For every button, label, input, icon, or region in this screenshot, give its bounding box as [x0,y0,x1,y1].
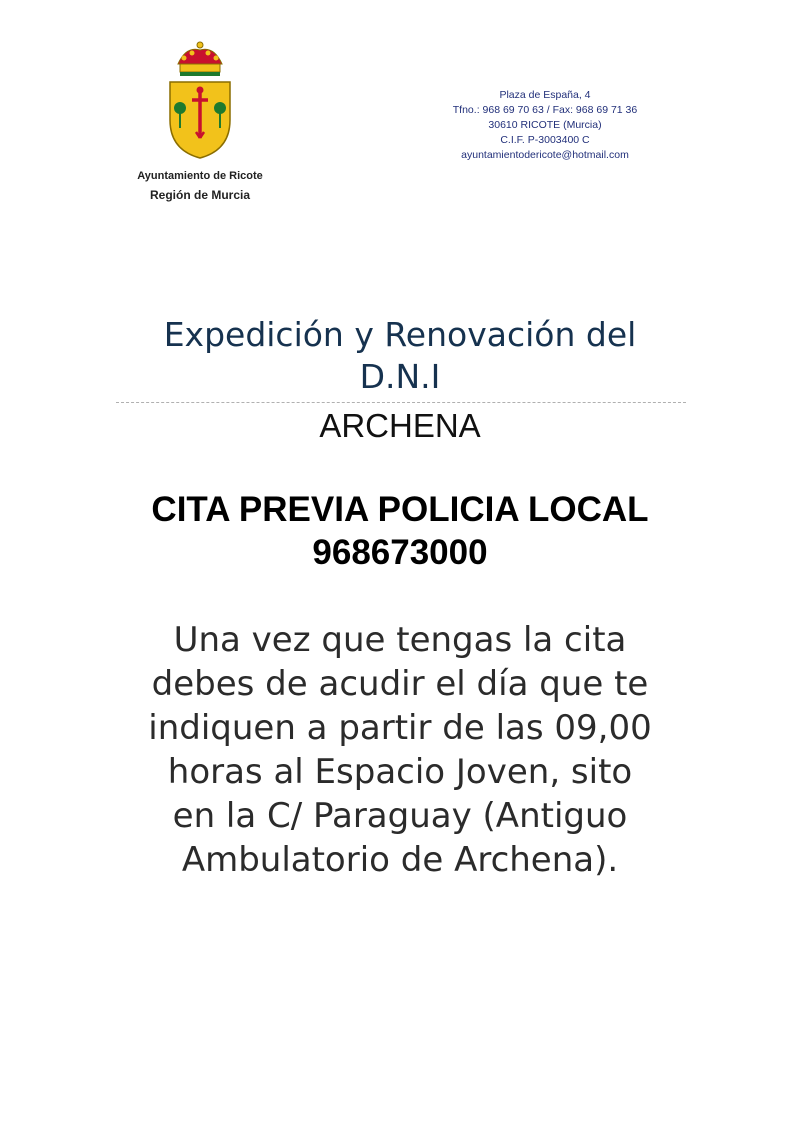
contact-postal: 30610 RICOTE (Murcia) [488,119,602,131]
instructions-line-4: horas al Espacio Joven, sito [167,752,633,792]
appointment-block [40,488,760,574]
contact-block [400,88,690,163]
contact-email: ayuntamientodericote@hotmail.com [461,149,629,161]
org-region: Región de Murcia [149,188,250,202]
page-title [60,314,740,398]
instructions-line-5: en la C/ Paraguay (Antiguo [172,796,628,836]
location-heading: ARCHENA [319,407,481,444]
contact-phone-fax: Tfno.: 968 69 70 63 / Fax: 968 69 71 36 [452,104,638,116]
logo-block [120,38,280,204]
title-line-2: D.N.I [359,357,441,396]
instructions-line-3: indiquen a partir de las 09,00 [148,708,652,748]
instructions-line-6: Ambulatorio de Archena). [181,840,619,880]
contact-cif: C.I.F. P-3003400 C [500,134,590,146]
appointment-label: CITA PREVIA POLICIA LOCAL [151,490,649,529]
appointment-phone: 968673000 [312,533,488,572]
coat-of-arms-icon [166,38,234,162]
org-name: Ayuntamiento de Ricote [137,170,263,182]
instructions-text [90,618,710,882]
contact-address: Plaza de España, 4 [499,89,591,101]
instructions-line-1: Una vez que tengas la cita [173,620,627,660]
title-line-1: Expedición y Renovación del [163,315,637,354]
title-divider [116,402,686,403]
instructions-line-2: debes de acudir el día que te [151,664,649,704]
